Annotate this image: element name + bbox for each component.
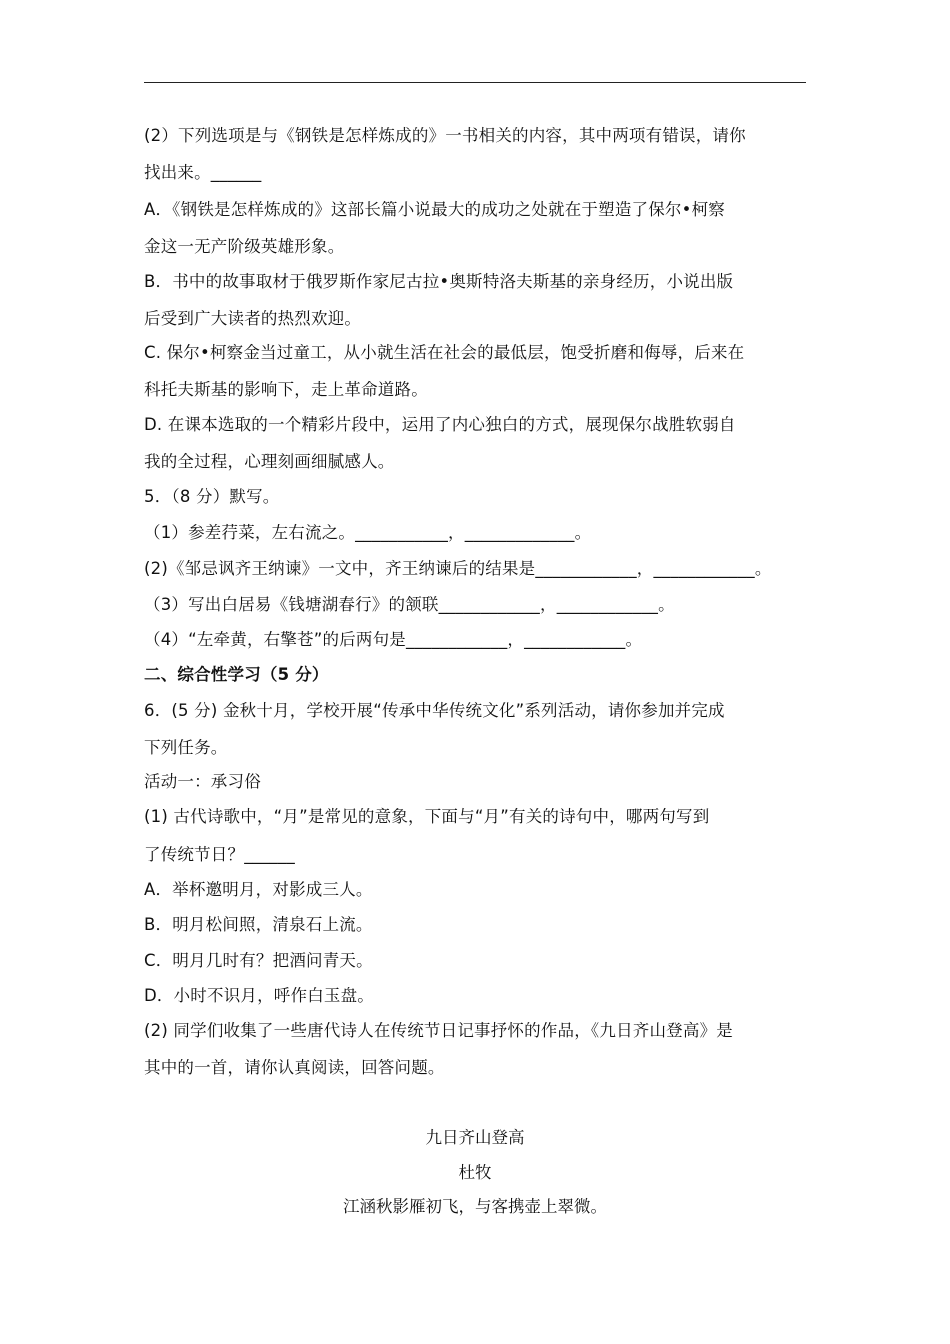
poem-author: 杜牧 bbox=[458, 1163, 492, 1182]
q4-2-option-d-line1: D. 在课本选取的一个精彩片段中，运用了内心独白的方式，展现保尔战胜软弱自 bbox=[144, 415, 736, 434]
q4-2-option-c-line1: C. 保尔•柯察金当过童工，从小就生活在社会的最低层，饱受折磨和侮辱，后来在 bbox=[144, 343, 745, 362]
q6-stem-line2: 下列任务。 bbox=[144, 738, 228, 757]
q4-2-option-a-line1: A．《钢铁是怎样炼成的》这部长篇小说最大的成功之处就在于塑造了保尔•柯察 bbox=[144, 200, 725, 219]
q4-2-option-b-line1: B．书中的故事取材于俄罗斯作家尼古拉•奥斯特洛夫斯基的亲身经历，小说出版 bbox=[144, 272, 734, 291]
q4-2-option-b-line2: 后受到广大读者的热烈欢迎。 bbox=[144, 309, 362, 328]
q6-option-c: C．明月几时有？把酒问青天。 bbox=[144, 951, 373, 970]
q6-sub1-line2: 了传统节日？______ bbox=[144, 845, 295, 864]
q6-sub1-line1: (1) 古代诗歌中，“月”是常见的意象，下面与“月”有关的诗句中，哪两句写到 bbox=[144, 807, 710, 826]
q4-2-option-d-line2: 我的全过程，心理刻画细腻感人。 bbox=[144, 452, 395, 471]
q6-sub2-line2: 其中的一首，请你认真阅读，回答问题。 bbox=[144, 1058, 445, 1077]
q6-option-a: A．举杯邀明月，对影成三人。 bbox=[144, 880, 373, 899]
q6-option-d: D．小时不识月，呼作白玉盘。 bbox=[144, 986, 375, 1005]
header-rule bbox=[144, 82, 806, 83]
q5-item-4: （4）“左牵黄，右擎苍”的后两句是____________，____________。 bbox=[144, 630, 643, 649]
q5-item-1: （1）参差荇菜，左右流之。___________，_____________。 bbox=[144, 523, 592, 542]
q6-sub2-line1: (2) 同学们收集了一些唐代诗人在传统节日记事抒怀的作品，《九日齐山登高》是 bbox=[144, 1021, 733, 1040]
q4-2-stem-line1: (2）下列选项是与《钢铁是怎样炼成的》一书相关的内容，其中两项有错误，请你 bbox=[144, 126, 746, 145]
q5-item-2: (2)《邹忌讽齐王纳谏》一文中，齐王纳谏后的结果是____________，____________。 bbox=[144, 559, 772, 578]
q6-stem-line1: 6．(5 分) 金秋十月，学校开展“传承中华传统文化”系列活动，请你参加并完成 bbox=[144, 701, 725, 720]
q5-item-3: （3）写出白居易《钱塘湖春行》的颔联____________，____________。 bbox=[144, 595, 675, 614]
q6-activity-1: 活动一：承习俗 bbox=[144, 772, 261, 791]
q4-2-stem-line2: 找出来。______ bbox=[144, 163, 262, 182]
q4-2-option-c-line2: 科托夫斯基的影响下，走上革命道路。 bbox=[144, 380, 428, 399]
q6-option-b: B．明月松间照，清泉石上流。 bbox=[144, 915, 373, 934]
poem-line-1: 江涵秋影雁初飞，与客携壶上翠微。 bbox=[343, 1197, 607, 1216]
q4-2-option-a-line2: 金这一无产阶级英雄形象。 bbox=[144, 237, 345, 256]
q5-heading: 5．（8 分）默写。 bbox=[144, 487, 280, 506]
section-2-heading: 二、综合性学习（5 分） bbox=[144, 665, 329, 684]
poem-title: 九日齐山登高 bbox=[425, 1128, 525, 1147]
